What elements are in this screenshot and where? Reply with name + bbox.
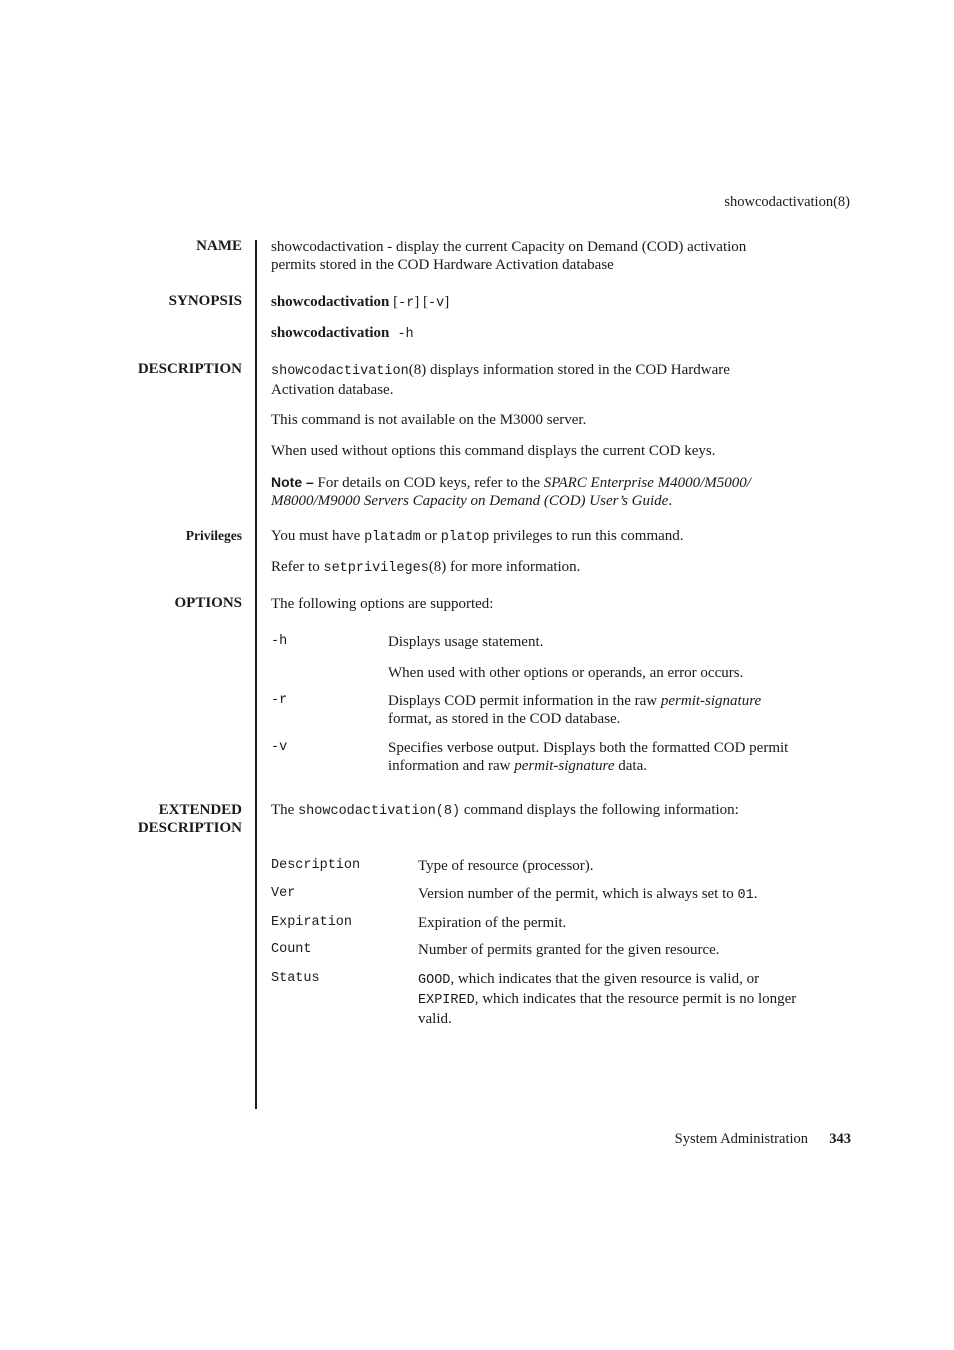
- setprivileges-ref: setprivileges: [323, 561, 429, 576]
- privilege-platop: platop: [440, 530, 490, 545]
- options-intro: The following options are supported:: [271, 596, 494, 612]
- privileges-p1: [271, 527, 856, 547]
- option-v-emph: permit-signature: [514, 758, 615, 774]
- option-v-text: Specifies verbose output. Displays both the formatted COD permit: [388, 740, 789, 756]
- privileges-text: (8) for more information.: [428, 559, 581, 575]
- note-text: For details on COD keys, refer to the: [313, 475, 544, 491]
- option-h-desc-2: When used with other options or operands, an error occurs.: [388, 665, 744, 681]
- synopsis-bracket: [: [389, 294, 399, 310]
- description-p2: This command is not available on the M3000 server.: [271, 412, 587, 428]
- option-h-token: -h: [389, 327, 414, 342]
- privileges-p2: [271, 558, 856, 578]
- status-text: , which indicates that the given resource is valid, or: [450, 971, 760, 987]
- status-text-3: valid.: [418, 1011, 452, 1027]
- field-count-desc: Number of permits granted for the given resource.: [418, 942, 720, 958]
- heading-extended: EXTENDED: [158, 802, 242, 818]
- heading-synopsis: SYNOPSIS: [168, 293, 242, 309]
- field-ver-value: 01: [737, 888, 754, 903]
- synopsis-line-2: [271, 324, 856, 344]
- note-book-title: SPARC Enterprise M4000/M5000/: [543, 475, 751, 491]
- field-description-name: Description: [271, 858, 361, 873]
- field-ver-text-end: .: [753, 886, 758, 902]
- page-number: 343: [829, 1131, 851, 1147]
- status-good: GOOD: [418, 973, 451, 988]
- note-end: .: [668, 493, 673, 509]
- option-h-name: -h: [271, 634, 288, 649]
- synopsis-command: showcodactivation: [271, 325, 390, 341]
- field-expiration-desc: Expiration of the permit.: [418, 915, 567, 931]
- option-v-desc: [388, 739, 858, 775]
- privileges-text: You must have: [271, 528, 365, 544]
- privileges-text: or: [420, 528, 441, 544]
- field-status-desc: [418, 970, 858, 1028]
- note-label: Note –: [271, 474, 314, 490]
- heading-description: DESCRIPTION: [137, 361, 242, 377]
- field-status-name: Status: [271, 971, 320, 986]
- option-r-token: -r: [398, 296, 415, 311]
- option-v-token: -v: [428, 296, 445, 311]
- heading-extended-description: [82, 801, 242, 837]
- extended-text: command displays the following information:: [460, 802, 739, 818]
- status-expired: EXPIRED: [418, 993, 475, 1008]
- option-v-text-2: information and raw: [388, 758, 515, 774]
- description-p1-text: (8) displays information stored in the COD Hardware: [408, 362, 730, 378]
- option-r-desc: [388, 692, 858, 728]
- extended-text: The: [271, 802, 299, 818]
- heading-privileges: Privileges: [185, 528, 242, 543]
- field-description-desc: Type of resource (processor).: [418, 858, 594, 874]
- heading-name: NAME: [196, 238, 242, 254]
- option-h-desc: Displays usage statement.: [388, 634, 544, 650]
- note-book-title: M8000/M9000 Servers Capacity on Demand (COD) User’s Guide: [271, 493, 669, 509]
- description-p1-line2: Activation database.: [271, 382, 394, 398]
- command-name: showcodactivation: [271, 364, 409, 379]
- privileges-text: privileges to run this command.: [489, 528, 684, 544]
- option-r-name: -r: [271, 693, 288, 708]
- extended-intro: [271, 801, 856, 821]
- description-p3: When used without options this command displays the current COD keys.: [271, 443, 716, 459]
- synopsis-line-1: [271, 293, 856, 313]
- option-r-text: Displays COD permit information in the raw: [388, 693, 661, 709]
- name-line-2: permits stored in the COD Hardware Activation database: [271, 257, 614, 273]
- note: [271, 473, 856, 510]
- synopsis-command: showcodactivation: [271, 294, 390, 310]
- command-ref: showcodactivation(8): [298, 804, 461, 819]
- option-v-name: -v: [271, 740, 288, 755]
- option-v-text-3: data.: [614, 758, 647, 774]
- field-expiration-name: Expiration: [271, 915, 353, 930]
- status-text-2: , which indicates that the resource permit is no longer: [474, 991, 797, 1007]
- synopsis-bracket: ] [: [414, 294, 429, 310]
- option-r-emph: permit-signature: [660, 693, 762, 709]
- heading-description-2: DESCRIPTION: [137, 820, 242, 836]
- field-ver-desc: [418, 885, 858, 905]
- running-title: showcodactivation(8): [724, 194, 850, 210]
- description-p1: [271, 361, 856, 399]
- privileges-text: Refer to: [271, 559, 324, 575]
- name-line-1: showcodactivation - display the current Capacity on Demand (COD) activation: [271, 239, 747, 255]
- field-count-name: Count: [271, 942, 312, 957]
- field-ver-name: Ver: [271, 886, 296, 901]
- name-text: [271, 238, 856, 274]
- section-rule: [255, 240, 257, 1109]
- privilege-platadm: platadm: [364, 530, 421, 545]
- option-r-text-2: format, as stored in the COD database.: [388, 711, 621, 727]
- footer-book-title: System Administration: [674, 1131, 808, 1147]
- heading-options: OPTIONS: [174, 595, 242, 611]
- synopsis-bracket: ]: [444, 294, 450, 310]
- field-ver-text: Version number of the permit, which is always set to: [418, 886, 738, 902]
